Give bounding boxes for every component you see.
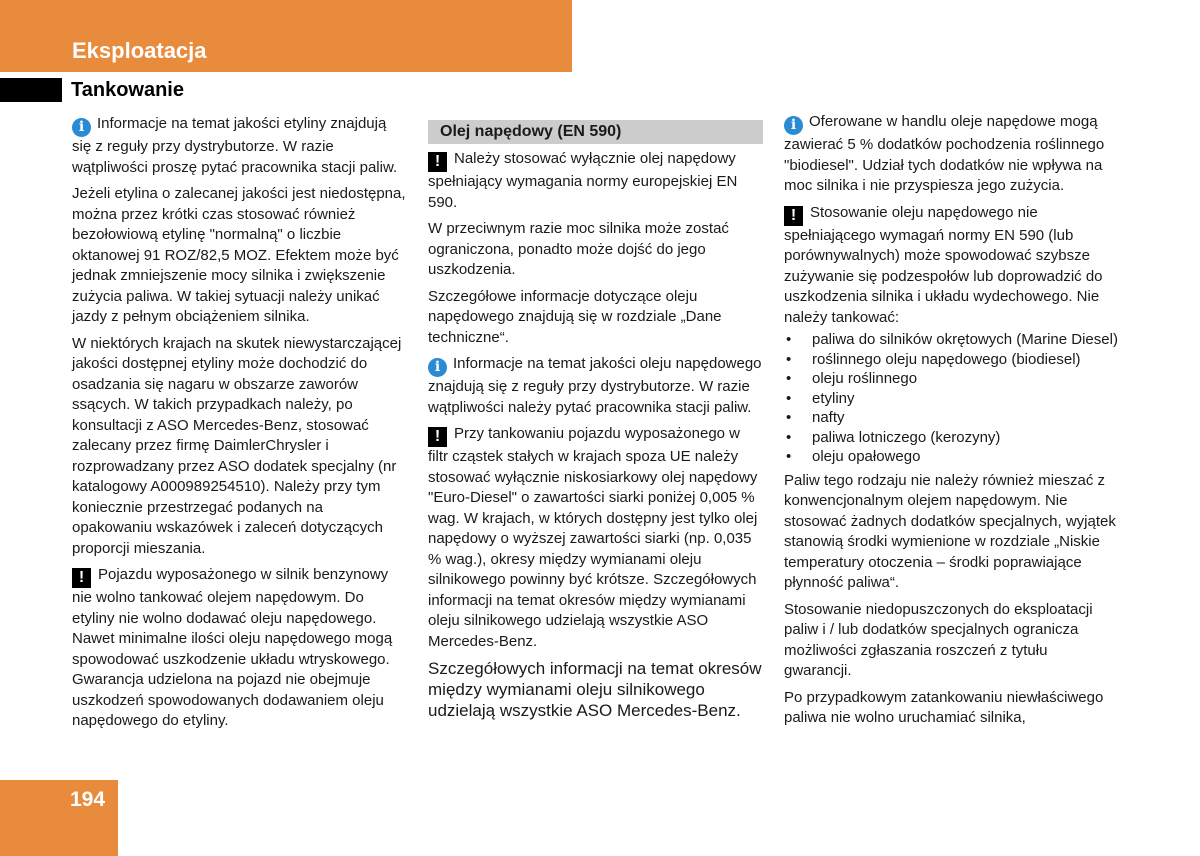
paragraph: ! Przy tankowaniu pojazdu wyposażonego w filtr cząstek stałych w krajach spoza UE należy stosować wyłącznie niskosiarkowy olej napędowy "Euro-Diesel" o zawartości siarki poniżej 0,005 % wag. W krajach, w których dostępny jest tylko olej napędowy o wyższej zawartości siarki (np. 0,035 % wag.), okresy między wymianami oleju silnikowego powinny być krótsze. Szczegółowych informacji na temat okresów między wymianami oleju silnikowego udzielają wszystkie ASO Mercedes-Benz. [428, 425, 758, 650]
paragraph: W przeciwnym razie moc silnika może zostać ograniczona, ponadto może dojść do jego uszkodzenia. [428, 220, 729, 278]
bullet-list [784, 330, 1119, 467]
info-icon: i [428, 358, 447, 377]
section-marker [0, 78, 62, 102]
section-title: Tankowanie [71, 79, 184, 101]
list-item: • etyliny [784, 389, 1119, 409]
list-item: • oleju opałowego [784, 447, 1119, 467]
paragraph-large: Szczegółowych informacji na temat okresów między wymianami oleju silnikowego udzielają wszystkie ASO Mercedes-Benz. [428, 659, 762, 720]
paragraph: Stosowanie niedopuszczonych do eksploatacji paliw i / lub dodatków specjalnych ogranicza możliwości zgłaszania roszczeń z tytułu gwarancji. [784, 600, 1093, 679]
paragraph: i Oferowane w handlu oleje napędowe mogą zawierać 5 % dodatków pochodzenia roślinnego "biodiesel". Udział tych dodatków nie wpływa na moc silnika i nie przyspiesza jego zużycia. [784, 113, 1105, 194]
paragraph: i Informacje na temat jakości oleju napędowego znajdują się z reguły przy dystrybutorze. W razie wątpliwości należy pytać pracownika stacji paliw. [428, 355, 762, 416]
column-left [72, 114, 407, 738]
paragraph: ! Stosowanie oleju napędowego nie spełniającego wymagań normy EN 590 (lub porównywalnych) może spowodować szybsze zużywanie się podzespołów lub doprowadzić do uszkodzenia silnika i układu wydechowego. Nie należy tankować: [784, 203, 1103, 326]
warning-icon: ! [784, 206, 803, 226]
paragraph: i Informacje na temat jakości etyliny znajdują się z reguły przy dystrybutorze. W razie wątpliwości proszę pytać pracownika stacji paliw. [72, 115, 398, 176]
list-item: • paliwa lotniczego (kerozyny) [784, 428, 1119, 448]
warning-icon: ! [428, 152, 447, 172]
list-item: • oleju roślinnego [784, 369, 1119, 389]
paragraph: Po przypadkowym zatankowaniu niewłaściwego paliwa nie wolno uruchamiać silnika, [784, 688, 1104, 726]
paragraph: Jeżeli etylina o zalecanej jakości jest niedostępna, można przez krótki czas stosować również bezołowiową etylinę "normalną" o liczbie oktanowej 91 ROZ/82,5 MOZ. Efektem może być jednak zmniejszenie mocy silnika i zwiększenie zużycia paliwa. W takiej sytuacji należy unikać jazdy z pełnym obciążeniem silnika. [72, 185, 406, 325]
column-middle [428, 120, 763, 727]
chapter-title: Eksploatacja [72, 38, 207, 63]
paragraph: Paliw tego rodzaju nie należy również mieszać z konwencjonalnym olejem napędowym. Nie stosować żadnych dodatków specjalnych, wyjątek stanowią środki wymienione w rozdziale „Niskie temperatury otoczenia – środki poprawiające płynność paliwa“. [784, 471, 1116, 591]
subsection-heading: Olej napędowy (EN 590) [428, 120, 763, 144]
paragraph: W niektórych krajach na skutek niewystarczającej jakości dostępnej etyliny może dochodzić do osadzania się nagaru w obszarze zaworów ssących. W takich przypadkach należy, po konsultacji z ASO Mercedes-Benz, stosować zalecany przez firmę DaimlerChrysler i rozprowadzany przez ASO dodatek specjalny (nr katalogowy A000989254510). Należy przy tym koniecznie przestrzegać podanych na opakowaniu wskazówek i zaleceń dotyczących proporcji mieszania. [72, 334, 402, 557]
warning-icon: ! [428, 427, 447, 447]
list-item: • paliwa do silników okrętowych (Marine Diesel) [784, 330, 1119, 350]
info-icon: i [72, 118, 91, 137]
info-icon: i [784, 116, 803, 135]
paragraph: ! Należy stosować wyłącznie olej napędowy spełniający wymagania normy europejskiej EN 590. [428, 150, 738, 211]
warning-icon: ! [72, 568, 91, 588]
paragraph: ! Pojazdu wyposażonego w silnik benzynowy nie wolno tankować olejem napędowym. Do etyliny nie wolno dodawać oleju napędowego. Nawet minimalne ilości oleju napędowego mogą spowodować uszkodzenie układu wtryskowego. Gwarancja udzielona na pojazd nie obejmuje uszkodzeń spowodowanych dodawaniem oleju napędowego do etyliny. [72, 566, 393, 729]
column-right [784, 112, 1119, 735]
list-item: • nafty [784, 408, 1119, 428]
page-number: 194 [70, 788, 106, 811]
paragraph: Szczegółowe informacje dotyczące oleju napędowego znajdują się w rozdziale „Dane techniczne“. [428, 287, 722, 346]
list-item: • roślinnego oleju napędowego (biodiesel) [784, 350, 1119, 370]
